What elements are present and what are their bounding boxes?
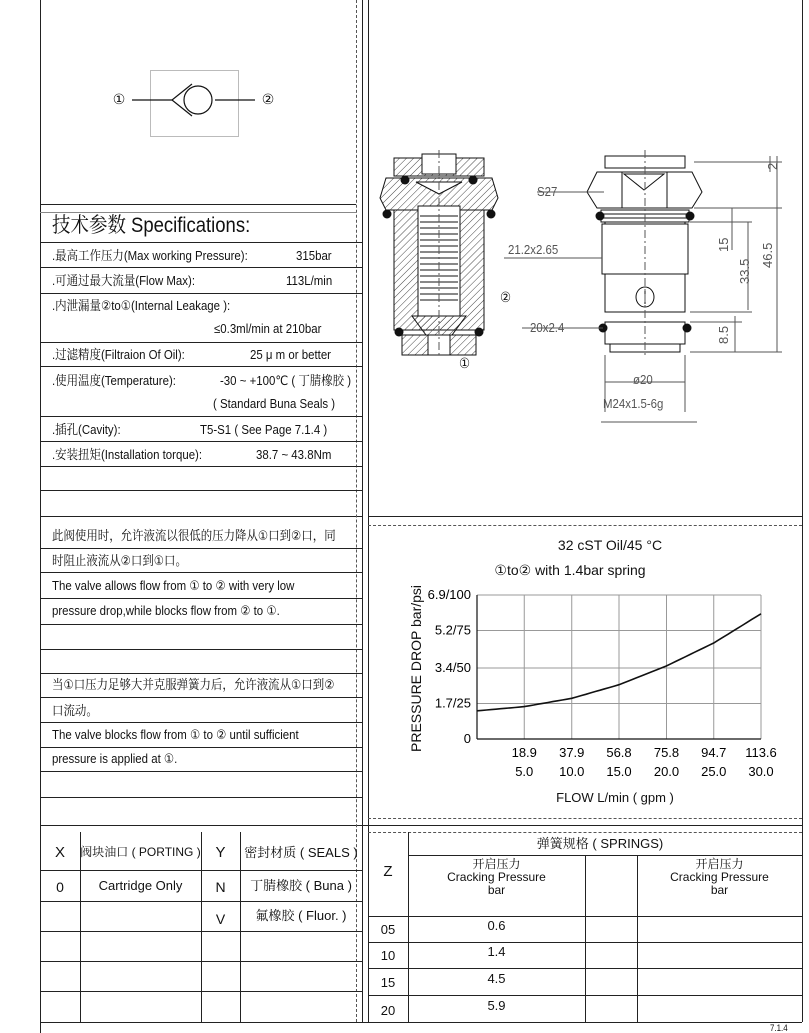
spring-code: 15	[380, 975, 396, 990]
spec-value: ≤0.3ml/min at 210bar	[214, 321, 322, 336]
spec-row-line	[40, 441, 362, 442]
spec-value: 38.7 ~ 43.8Nm	[256, 447, 332, 462]
spec-row-line	[40, 267, 362, 268]
spr-row-line	[368, 916, 802, 917]
desc-en2a: The valve blocks flow from ① to ② until sufficient	[52, 727, 299, 742]
ord-h-x: X	[54, 844, 65, 861]
check-valve-symbol	[110, 70, 280, 135]
ord-seal2-code: V	[215, 911, 226, 927]
dash-line	[368, 818, 802, 819]
ord-r-x: 0	[56, 879, 64, 895]
desc-line	[40, 649, 362, 650]
spring-value: 4.5	[487, 971, 506, 986]
ord-h-porting: 阀块油口 ( PORTING )	[80, 845, 201, 859]
spec-label: .可通过最大流量(Flow Max):	[52, 273, 196, 288]
spring-value: 5.9	[487, 998, 506, 1013]
x-tick-label-gpm: 10.0	[559, 764, 585, 779]
spring-value: 1.4	[487, 944, 506, 959]
desc-line	[40, 771, 362, 772]
springs-col2-cn: 开启压力	[695, 857, 744, 871]
dim-8-5: 8.5	[716, 325, 731, 344]
desc-line	[40, 572, 362, 573]
ord-seal1-code: N	[215, 879, 226, 895]
spec-value: T5-S1 ( See Page 7.1.4 )	[200, 422, 328, 437]
x-tick-label-lpm: 37.9	[559, 745, 585, 760]
y-tick-label: 5.2/75	[434, 622, 471, 638]
x-tick-label-lpm: 113.6	[745, 745, 777, 760]
footer-page: 7.1.4	[770, 1023, 788, 1033]
springs-col2-unit: bar	[710, 883, 729, 897]
desc-line	[40, 673, 362, 674]
dash-line	[356, 0, 357, 1022]
ord-row-line	[40, 870, 362, 871]
spec-label: .插孔(Cavity):	[52, 422, 121, 437]
spec-label: .使用温度(Temperature):	[52, 373, 176, 388]
x-tick-label-gpm: 30.0	[748, 764, 774, 779]
desc-line	[40, 747, 362, 748]
springs-title: 弹簧规格 ( SPRINGS)	[536, 836, 664, 851]
ord-row-line	[40, 931, 362, 932]
dim-oring2: 20x2.4	[530, 320, 565, 335]
dim-d20: ø20	[633, 372, 653, 387]
dash-line	[368, 832, 802, 833]
spec-label: .过滤精度(Filtraion Of Oil):	[52, 347, 185, 362]
spr-row-line	[368, 942, 802, 943]
spec-row-line	[40, 490, 362, 491]
ord-row-line	[40, 901, 362, 902]
ord-col-line	[240, 832, 241, 1022]
spring-code: 20	[380, 1003, 396, 1018]
spec-label: .最高工作压力(Max working Pressure):	[52, 248, 248, 263]
frame-right-line	[802, 0, 803, 1022]
ord-seal2: 氟橡胶 ( Fluor. )	[255, 908, 347, 923]
drawing-port1: ①	[459, 355, 471, 371]
ord-h-y: Y	[215, 844, 226, 861]
spec-row-line	[40, 342, 362, 343]
x-tick-label-gpm: 20.0	[653, 764, 680, 779]
dim-15: 15	[716, 237, 731, 252]
y-tick-label: 1.7/25	[434, 695, 471, 711]
desc-line	[40, 624, 362, 625]
spec-value: ( Standard Buna Seals )	[213, 396, 336, 411]
springs-col1-cn: 开启压力	[472, 857, 521, 871]
spring-code: 05	[380, 922, 396, 937]
spr-row-line	[408, 855, 802, 856]
x-tick-label-lpm: 94.7	[701, 745, 727, 760]
x-tick-label-gpm: 25.0	[701, 764, 727, 779]
x-tick-label-lpm: 18.9	[511, 745, 537, 760]
frame-center-line	[362, 0, 363, 1022]
dim-oring1: 21.2x2.65	[508, 242, 559, 257]
spr-row-line	[368, 995, 802, 996]
ord-r-porting: Cartridge Only	[98, 878, 183, 893]
desc-line	[40, 697, 362, 698]
dash-line	[368, 525, 802, 526]
spec-value: 25 μ m or better	[250, 347, 331, 362]
spr-row-line	[368, 968, 802, 969]
spec-top-line	[40, 204, 356, 205]
ord-col-line	[80, 832, 81, 1022]
springs-col2-en: Cracking Pressure	[670, 870, 769, 884]
springs-z: Z	[383, 863, 393, 880]
spec-value: 113L/min	[286, 273, 333, 288]
ord-row-line	[40, 961, 362, 962]
spec-value: 315bar	[296, 248, 332, 263]
spec-label: .安装扭矩(Installation torque):	[52, 447, 203, 462]
valve-cross-section-drawing	[372, 150, 802, 440]
drawing-port2: ②	[500, 289, 512, 305]
chart-ylabel: PRESSURE DROP bar/psi	[408, 584, 424, 752]
desc-cn2b: 口流动。	[52, 703, 98, 718]
spec-row-line	[40, 466, 362, 467]
y-tick-label: 6.9/100	[427, 587, 471, 602]
springs-col1-unit: bar	[487, 883, 506, 897]
frame-divider-left	[40, 516, 362, 517]
spec-label: .内泄漏量②to①(Internal Leakage ):	[52, 298, 231, 313]
desc-cn1a: 此阀使用时，允许液流以很低的压力降从①口到②口，同	[52, 528, 336, 543]
ord-seal1: 丁腈橡胶 ( Buna )	[250, 878, 352, 893]
spec-row-line	[40, 242, 362, 243]
desc-line	[40, 548, 362, 549]
spec-title: 技术参数 Specifications:	[52, 214, 251, 237]
x-tick-label-gpm: 5.0	[515, 764, 534, 779]
symbol-port1: ①	[112, 91, 126, 107]
desc-en2b: pressure is applied at ①.	[52, 751, 178, 766]
desc-cn2a: 当①口压力足够大并克服弹簧力后，允许液流从①口到②	[52, 677, 335, 692]
chart-xlabel: FLOW L/min ( gpm )	[556, 790, 674, 805]
spec-row-line	[40, 293, 362, 294]
ord-row-line	[40, 991, 362, 992]
x-tick-label-lpm: 75.8	[653, 745, 680, 760]
pressure-flow-chart	[420, 580, 802, 790]
spring-code: 10	[380, 948, 396, 963]
frame-divider-right	[368, 516, 802, 517]
ord-col-line	[201, 832, 202, 1022]
symbol-port2: ②	[261, 91, 275, 107]
desc-en1b: pressure drop,while blocks flow from ② to ①.	[52, 603, 280, 618]
desc-en1a: The valve allows flow from ① to ② with very low	[52, 578, 295, 593]
spr-col-line	[585, 855, 586, 1022]
y-tick-label: 3.4/50	[434, 660, 471, 676]
dim-thread: M24x1.5-6g	[603, 396, 664, 411]
dim-46-5: 46.5	[760, 242, 775, 268]
dim-33-5: 33.5	[737, 258, 752, 284]
desc-line	[40, 797, 362, 798]
x-tick-label-gpm: 15.0	[606, 764, 632, 779]
desc-cn1b: 时阻止液流从②口到①口。	[52, 553, 187, 568]
dim-hex: S27	[537, 184, 558, 199]
desc-line	[40, 598, 362, 599]
chart-subtitle: ①to② with 1.4bar spring	[494, 562, 646, 578]
desc-line	[40, 722, 362, 723]
spec-value: -30 ~ +100℃ ( 丁腈橡胶 )	[220, 373, 352, 388]
spec-top-line-2	[40, 212, 356, 213]
dim-2: 2	[765, 162, 780, 170]
springs-col1-en: Cracking Pressure	[447, 870, 546, 884]
spec-row-line	[40, 366, 362, 367]
frame-bottom-line	[40, 1022, 802, 1023]
y-tick-label: 0	[463, 731, 471, 746]
chart-title: 32 cST Oil/45 °C	[557, 537, 663, 553]
spec-row-line	[40, 416, 362, 417]
x-tick-label-lpm: 56.8	[606, 745, 632, 760]
spring-value: 0.6	[487, 918, 506, 933]
ord-h-seals: 密封材质 ( SEALS )	[244, 845, 358, 860]
frame-divider-bottom	[40, 825, 802, 826]
